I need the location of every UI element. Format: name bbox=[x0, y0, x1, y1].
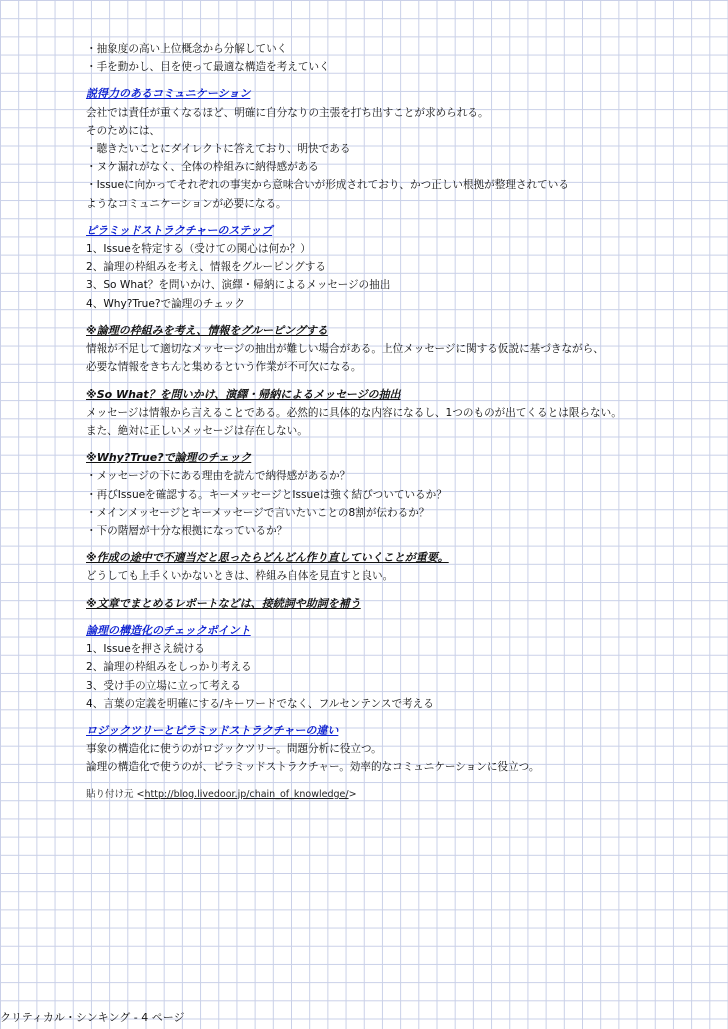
content-section bbox=[86, 613, 706, 713]
section-gap bbox=[86, 313, 706, 322]
page-footer: クリティカル・シンキング - 4 ページ bbox=[0, 1011, 185, 1024]
source-link[interactable]: http://blog.livedoor.jp/chain_of_knowledge/ bbox=[144, 788, 349, 800]
source-bracket-open: < bbox=[136, 788, 145, 800]
section-gap bbox=[86, 213, 706, 222]
section-heading: 説得力のあるコミュニケーション bbox=[86, 87, 251, 101]
section-gap bbox=[86, 713, 706, 722]
section-gap bbox=[86, 613, 706, 622]
text-line: ・手を動かし、目を使って最適な構造を考えていく bbox=[86, 61, 330, 74]
section-gap bbox=[86, 540, 706, 549]
content-section bbox=[86, 540, 706, 585]
text-line: 1、Issueを押さえ続ける bbox=[86, 643, 205, 656]
text-line: 情報が不足して適切なメッセージの抽出が難しい場合がある。上位メッセージに関する仮説に基づきながら、 bbox=[86, 343, 604, 356]
text-line: そのためには、 bbox=[86, 124, 161, 137]
content-section bbox=[86, 40, 706, 76]
content-section bbox=[86, 376, 706, 440]
text-line: 3、So What？を問いかけ、演繹・帰納によるメッセージの抽出 bbox=[86, 279, 391, 292]
section-heading: ※Why?True?で論理のチェック bbox=[86, 451, 252, 465]
text-line: どうしても上手くいかないときは、枠組み自体を見直すと良い。 bbox=[86, 570, 394, 583]
content-section bbox=[86, 76, 706, 212]
text-line: 4、言葉の定義を明確にする/キーワードでなく、フルセンテンスで考える bbox=[86, 697, 434, 710]
text-line: メッセージは情報から言えることである。必然的に具体的な内容になるし、1つのものが出てくるとは限らない。 bbox=[86, 406, 622, 419]
section-heading: ※作成の途中で不適当だと思ったらどんどん作り直していくことが重要。 bbox=[86, 551, 449, 565]
text-line: 1、Issueを特定する（受けての関心は何か？） bbox=[86, 243, 311, 256]
text-line: 論理の構造化で使うのが、ピラミッドストラクチャー。効率的なコミュニケーションに役立つ。 bbox=[86, 761, 540, 774]
section-heading: ピラミッドストラクチャーのステップ bbox=[86, 223, 273, 237]
content-section bbox=[86, 440, 706, 540]
content-section bbox=[86, 713, 706, 777]
text-line: ・下の階層が十分な根拠になっているか？ bbox=[86, 524, 288, 537]
section-heading: 論理の構造化のチェックポイント bbox=[86, 624, 251, 637]
text-line: ・ヌケ漏れがなく、全体の枠組みに納得感がある bbox=[86, 161, 319, 174]
content-section bbox=[86, 213, 706, 313]
source-line bbox=[86, 786, 706, 804]
section-heading: ロジックツリーとピラミッドストラクチャーの違い bbox=[86, 724, 339, 738]
text-line: 2、論理の枠組みを考え、情報をグルーピングする bbox=[86, 261, 326, 274]
section-gap bbox=[86, 76, 706, 85]
text-line: ・メインメッセージとキーメッセージで言いたいことの8割が伝わるか？ bbox=[86, 506, 430, 519]
section-heading: ※論理の枠組みを考え、情報をグルーピングする bbox=[86, 323, 328, 337]
text-line: ・抽象度の高い上位概念から分解していく bbox=[86, 43, 288, 55]
text-line: ・メッセージの下にある理由を読んで納得感があるか？ bbox=[86, 470, 351, 483]
section-heading: ※文章でまとめるレポートなどは、接続詞や助詞を補う bbox=[86, 596, 361, 610]
text-line: 3、受け手の立場に立って考える bbox=[86, 679, 242, 692]
content-section bbox=[86, 313, 706, 377]
text-line: ようなコミュニケーションが必要になる。 bbox=[86, 197, 287, 210]
text-line: ・Issueに向かってそれぞれの事実から意味合いが形成されており、かつ正しい根拠が整理されている bbox=[86, 179, 569, 192]
text-line: 4、Why?True?で論理のチェック bbox=[86, 297, 245, 310]
text-line: 会社では責任が重くなるほど、明確に自分なりの主張を打ち出すことが求められる。 bbox=[86, 106, 489, 119]
text-line: 2、論理の枠組みをしっかり考える bbox=[86, 661, 252, 674]
text-line: ・聴きたいことにダイレクトに答えており、明快である bbox=[86, 143, 351, 156]
text-line: 事象の構造化に使うのがロジックツリー。問題分析に役立つ。 bbox=[86, 743, 382, 756]
section-gap bbox=[86, 376, 706, 385]
content-section bbox=[86, 586, 706, 613]
text-line: ・再びIssueを確認する。キーメッセージとIssueは強く結びついているか？ bbox=[86, 488, 447, 501]
document-body bbox=[86, 40, 706, 804]
source-label: 貼り付け元 bbox=[86, 788, 134, 800]
section-gap bbox=[86, 440, 706, 449]
section-heading: ※So What？を問いかけ、演繹・帰納によるメッセージの抽出 bbox=[86, 387, 401, 401]
text-line: 必要な情報をきちんと集めるという作業が不可欠になる。 bbox=[86, 361, 362, 374]
section-gap bbox=[86, 777, 706, 786]
section-gap bbox=[86, 586, 706, 595]
source-bracket-close: > bbox=[348, 788, 357, 800]
text-line: また、絶対に正しいメッセージは存在しない。 bbox=[86, 424, 308, 437]
